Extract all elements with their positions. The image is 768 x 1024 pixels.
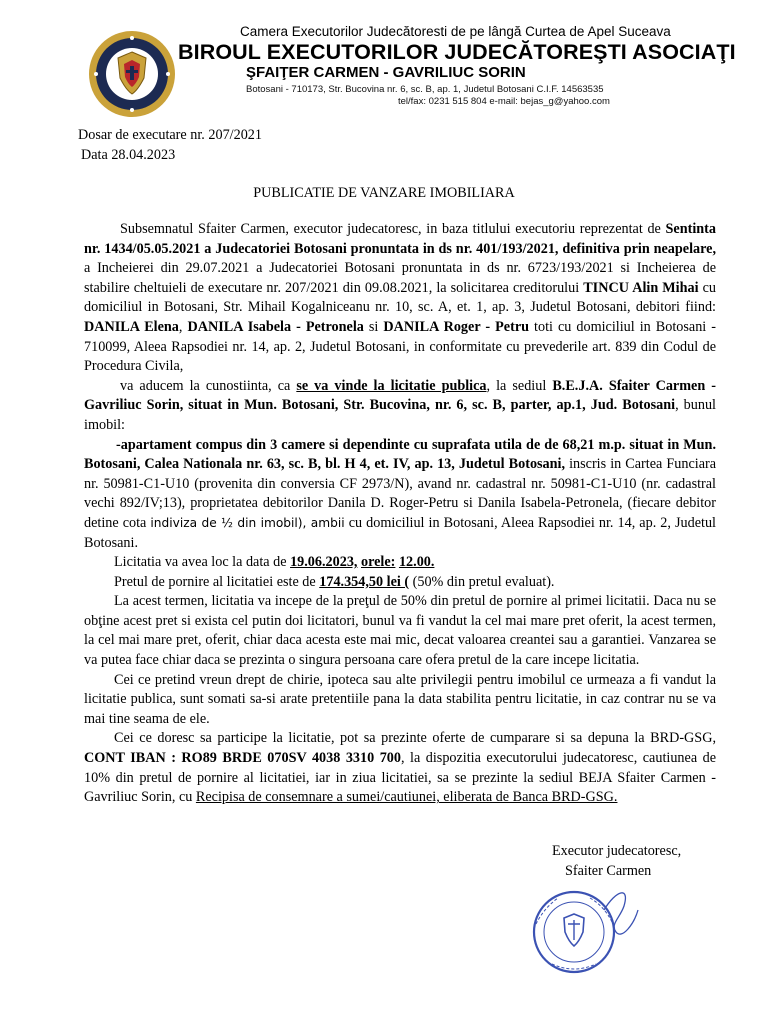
p8-text-1: Cei ce doresc sa participe la licitatie, pot sa prezinte oferte de cumparare si sa depuna la BRD-GSG,	[114, 730, 716, 747]
p1-text-6: toti cu domiciliul in Botosani - 710099, Aleea Rapsodiei nr. 14, ap. 2, Judetul Botosani, in conformitate cu prevederile art. 839 din Codul de Procedura Civila,	[84, 318, 716, 375]
p3-text-1: inscris in Cartea Funciara nr. 50981-C1-U10 (provenita din conversia CF 2973/N), avand nr. cadastral nr. 50981-C1-U10 (nr. cadastral vechi 892/IV;13), proprietatea debitorilor Danila D. Roger-Petru si Danila Isabela-Petronela, (fiecare debitor detine cota	[84, 456, 717, 531]
paragraph-1	[84, 220, 716, 377]
p3-share-text: indiviza de ½ din imobil), ambii	[150, 515, 345, 530]
p5-text-2: (50% din pretul evaluat).	[409, 573, 555, 590]
iban-account: CONT IBAN : RO89 BRDE 070SV 4038 3310 700	[84, 750, 401, 767]
file-meta	[78, 126, 262, 165]
case-number: Dosar de executare nr. 207/2021	[78, 127, 262, 143]
p1-sentence-ref: Sentinta nr. 1434/05.05.2021 a Judecatoriei Botosani pronuntata in ds nr. 401/193/2021, definitiva prin neapelare,	[84, 221, 716, 257]
p8-receipt: Recipisa de consemnare a sumei/cautiunei, eliberata de Banca BRD-GSG.	[195, 789, 618, 806]
document-date: Data 28.04.2023	[81, 146, 176, 163]
p1-creditor: TINCU Alin Mihai	[583, 279, 699, 296]
signature-role: Executor judecatoresc,	[552, 843, 682, 859]
paragraph-7: Cei ce pretind vreun drept de chirie, ipoteca sau alte privilegii pentru imobilul ce urmeaza a fi vandut la licitatie publica, sunt somati sa-si arate pretentiile pana la data stabilita pentru licitatie, in caz contrar nu se va mai tine seama de ele.	[84, 671, 716, 727]
paragraph-3	[84, 436, 716, 554]
document-body	[84, 220, 716, 808]
p1-debtor-2: DANILA Isabela - Petronela	[187, 318, 364, 335]
letterhead-names: ŞFAIŢER CARMEN - GAVRILIUC SORIN	[246, 64, 526, 81]
p3-text-2: cu domiciliul in Botosani, Aleea Rapsodiei nr. 14, ap. 2, Judetul Botosani.	[84, 514, 716, 551]
letterhead-bureau-title: BIROUL EXECUTORILOR JUDECĂTOREŞTI ASOCIAŢI	[178, 40, 736, 64]
signature-block	[552, 842, 681, 881]
auction-date: 19.06.2023,	[290, 554, 358, 571]
document-title: PUBLICATIE DE VANZARE IMOBILIARA	[253, 185, 515, 201]
letterhead-contact: tel/fax: 0231 515 804 e-mail: bejas_g@yahoo.com	[398, 96, 610, 107]
p1-text-2: a Incheierei din 29.07.2021 a Judecatoriei Botosani pronuntata in ds nr. 6723/193/2021 si Incheierea de stabilire cheltuieli de executare nr. 207/2021 din 09.08.2021, la solicitarea creditorului	[84, 260, 716, 296]
paragraph-2	[84, 377, 716, 436]
p3-property-description: -apartament compus din 3 camere si dependinte cu suprafata utila de de 68,21 m.p. situat in Mun. Botosani, Calea Nationala nr. 63, sc. B, bl. H 4, et. IV, ap. 13, Judetul Botosani,	[84, 436, 716, 473]
p1-text-4: ,	[178, 318, 188, 335]
p1-debtor-1: DANILA Elena	[84, 318, 179, 335]
p2-text-1: va aducem la cunostiinta, ca	[120, 377, 297, 394]
auction-time: 12.00.	[398, 554, 435, 571]
p2-text-2: , la sediul	[486, 377, 553, 394]
p5-text-1: Pretul de pornire al licitatiei este de	[114, 573, 320, 590]
official-stamp-icon	[524, 880, 644, 980]
paragraph-8	[84, 729, 716, 807]
signature-name: Sfaiter Carmen	[565, 862, 652, 879]
p2-office-address: B.E.J.A. Sfaiter Carmen - Gavriliuc Sorin, situat in Mun. Botosani, Str. Bucovina, nr. 6, sc. B, parter, ap.1, Jud. Botosani	[84, 377, 716, 414]
paragraph-5	[84, 573, 716, 593]
p2-text-3: , bunul imobil:	[84, 397, 716, 433]
p4-text-1: Licitatia va avea loc la data de	[114, 554, 291, 571]
starting-price: 174.354,50 lei (	[319, 573, 410, 590]
p2-public-auction: se va vinde la licitatie publica	[296, 377, 487, 394]
paragraph-6: La acest termen, licitatia va incepe de la preţul de 50% din pretul de pornire al primei licitatii. Daca nu se obţine acest pret si exista cel putin doi licitatori, bunul va fi vandut la cel mai mare pret oferit, la acest termen, la cel mai mare pret, oferit, chiar daca acesta este mai mic, decat valoarea creantei sau a garantiei. Vanzarea se va putea face chiar daca se prezinta o singura persoana care ofera pretul de la care incepe licitatia.	[84, 593, 716, 669]
paragraph-4	[84, 553, 716, 573]
p1-text-3: cu domiciliul in Botosani, Str. Mihail Kogalniceanu nr. 10, sc. A, et. 1, ap. 3, Judetul Botosani, debitori fiind:	[84, 279, 716, 316]
p1-debtor-3: DANILA Roger - Petru	[383, 318, 530, 335]
letterhead-address: Botosani - 710173, Str. Bucovina nr. 6, sc. B, ap. 1, Judetul Botosani C.I.F. 14563535	[246, 84, 604, 95]
p1-text-5: si	[363, 318, 384, 335]
p1-text-1: Subsemnatul Sfaiter Carmen, executor judecatoresc, in baza titlului executoriu reprezentat de	[120, 221, 666, 237]
letterhead-chamber: Camera Executorilor Judecătoresti de pe lângă Curtea de Apel Suceava	[240, 24, 671, 39]
auction-hours-label: orele:	[361, 554, 396, 571]
unej-logo-icon	[88, 30, 176, 118]
p8-text-2: , la dispozitia executorului judecatoresc, cautiunea de 10% din pretul de pornire al licitatiei, iar in ziua licitatiei, sa se prezinte la sediul BEJA Sfaiter Carmen - Gavriliuc Sorin, cu	[84, 750, 717, 806]
